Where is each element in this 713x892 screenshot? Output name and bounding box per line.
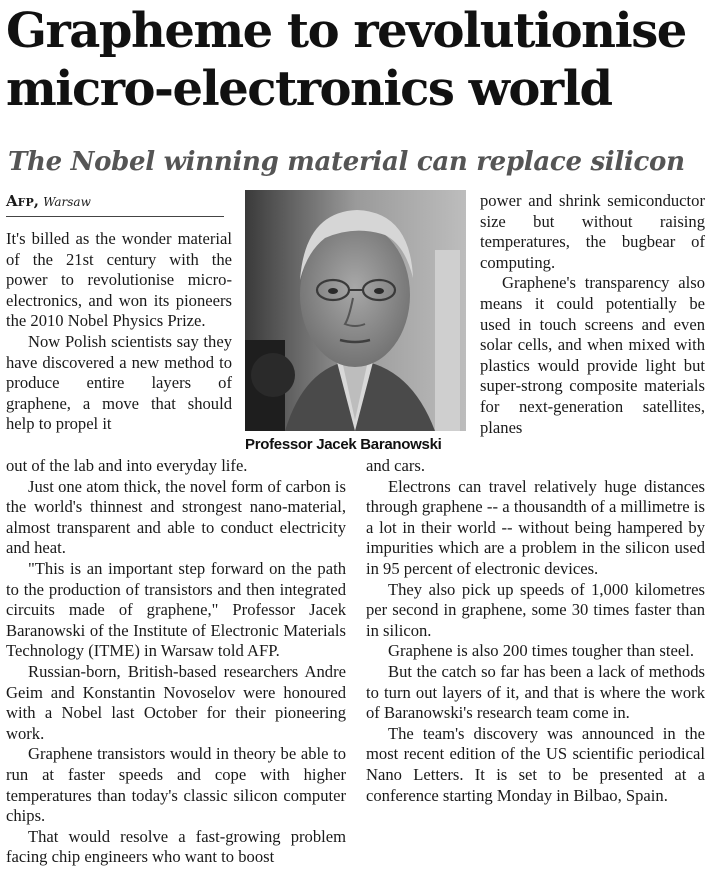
paragraph: They also pick up speeds of 1,000 kilometres per second in graphene, some 30 times faster than in silicon. — [366, 579, 705, 640]
headline — [6, 2, 711, 118]
paragraph: Graphene's transparency also means it could potentially be used in touch screens and even solar cells, and when mixed with plastics would provide light but super-strong composite materials for next-generation satellites, planes — [480, 273, 705, 437]
column-1-top — [6, 229, 232, 435]
paragraph: But the catch so far has been a lack of methods to turn out layers of it, and that is where the work of Baranowski's research team come in. — [366, 661, 705, 723]
portrait-photo — [245, 190, 466, 431]
paragraph: out of the lab and into everyday life. — [6, 456, 248, 475]
photo-caption: Professor Jacek Baranowski — [245, 436, 442, 453]
paragraph: and cars. — [366, 456, 425, 475]
paragraph: Graphene transistors would in theory be able to run at faster speeds and cope with higher temperatures than today's classic silicon computer chips. — [6, 744, 346, 826]
paragraph: Electrons can travel relatively huge distances through graphene -- a thousandth of a millimetre is a lot in their world -- without being hampered by impurities which are a problem in the silicon used in 95 percent of electronic devices. — [366, 476, 705, 578]
paragraph: The team's discovery was announced in the most recent edition of the US scientific periodical Nano Letters. It is set to be presented at a conference starting Monday in Bilbao, Spain. — [366, 723, 705, 805]
paragraph: "This is an important step forward on the path to the production of transistors and then integrated circuits made of graphene," Professor Jacek Baranowski of the Institute of Electronic Materials Technology (ITME) in Warsaw told AFP. — [6, 558, 346, 661]
column-3-top — [480, 191, 705, 438]
paragraph: That would resolve a fast-growing problem facing chip engineers who want to boost — [6, 826, 346, 867]
byline — [6, 192, 224, 217]
paragraph: Just one atom thick, the novel form of carbon is the world's thinnest and strongest nano-material, almost transparent and able to conduct electricity and heat. — [6, 476, 346, 558]
paragraph: Russian-born, British-based researchers Andre Geim and Konstantin Novoselov were honoured with a Nobel last October for their pioneering work. — [6, 661, 346, 743]
column-2-bottom — [366, 456, 705, 806]
paragraph: It's billed as the wonder material of the 21st century with the power to revolutionise micro-electronics, and won its pioneers the 2010 Nobel Physics Prize. — [6, 229, 232, 331]
headline-line-1: Grapheme to revolutionise — [6, 3, 686, 59]
byline-agency: Afp, — [6, 192, 39, 210]
column-1-bottom — [6, 456, 346, 868]
paragraph: Graphene is also 200 times tougher than steel. — [388, 641, 694, 661]
headline-line-2: micro-electronics world — [6, 61, 612, 117]
paragraph: Now Polish scientists say they have discovered a new method to produce entire layers of graphene, a move that should help to propel it — [6, 331, 232, 434]
byline-place: Warsaw — [43, 195, 91, 209]
portrait-image — [245, 190, 466, 431]
paragraph: power and shrink semiconductor size but without raising temperatures, the bugbear of computing. — [480, 191, 705, 272]
subheadline: The Nobel winning material can replace silicon — [8, 147, 685, 177]
